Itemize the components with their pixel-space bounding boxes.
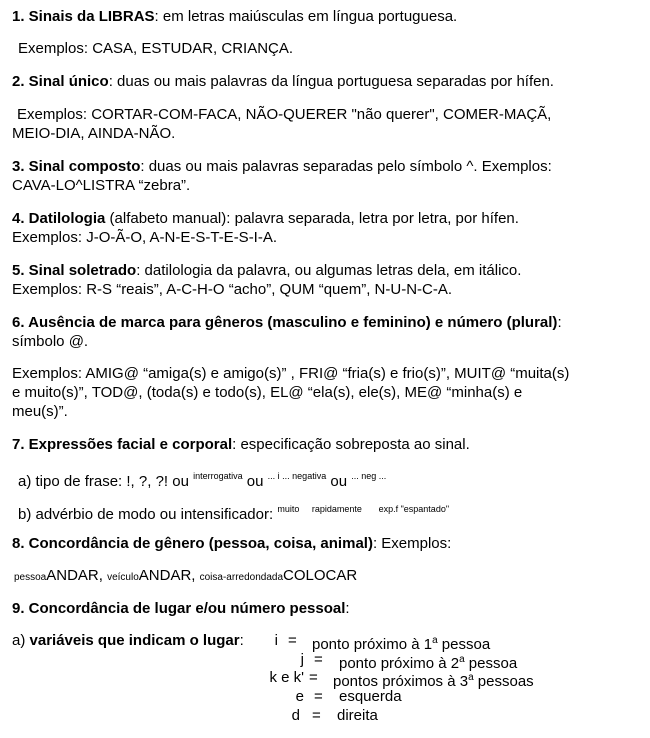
section-6-heading (12, 313, 562, 332)
variable-symbol: d (291, 707, 300, 724)
section-desc: : duas ou mais palavras da língua portuguesa separadas por hífen. (108, 73, 554, 90)
equals-sign: = (309, 669, 318, 686)
section-title: 8. Concordância de gênero (pessoa, coisa, animal) (12, 535, 373, 552)
section-6-examples-line2: e muito(s)”, TOD@, (toda(s) e todo(s), EL@ “ela(s), ele(s), ME@ “minha(s) e (12, 384, 523, 401)
variable-symbol: e (295, 688, 304, 705)
section-2-examples-line2: MEIO-DIA, AINDA-NÃO. (12, 125, 176, 142)
superscript-label: ... neg ... (351, 471, 387, 481)
subscript-label: coisa-arredondada (199, 572, 284, 583)
section-6-examples-line3: meu(s)”. (12, 403, 68, 420)
section-desc: : em letras maiúsculas em língua portuguesa. (154, 8, 458, 25)
section-title: 9. Concordância de lugar e/ou número pessoal (12, 600, 346, 617)
section-title: 1. Sinais da LIBRAS (12, 8, 155, 25)
section-title: 6. Ausência de marca para gêneros (masculino e feminino) e número (plural) (12, 314, 558, 331)
superscript-label: muito (277, 504, 300, 514)
subscript-label: pessoa (14, 572, 47, 583)
section-desc: : duas ou mais palavras separadas pelo símbolo ^. Exemplos: (140, 158, 552, 175)
section-desc: : Exemplos: (372, 535, 452, 552)
section-title: 7. Expressões facial e corporal (12, 436, 233, 453)
equals-sign: = (314, 651, 323, 668)
section-4-example: Exemplos: J-O-Ã-O, A-N-E-S-T-E-S-I-A. (12, 229, 278, 246)
superscript-label: ... i ... negativa (267, 471, 327, 481)
section-6-examples-line1: Exemplos: AMIG@ “amiga(s) e amigo(s)” , FRI@ “fria(s) e frio(s)”, MUIT@ “muita(s) (12, 365, 570, 382)
section-title: 4. Datilologia (12, 210, 106, 227)
section-desc: : especificação sobreposta ao sinal. (232, 436, 470, 453)
section-5-heading (12, 261, 521, 280)
section-4-heading (12, 209, 519, 228)
equals-sign: = (288, 632, 297, 649)
section-7-item-b: b) advérbio de modo ou intensificador: $^{muito}$ $^{rapidamente}$ $^{exp.f "espantado"}$ (18, 504, 450, 523)
section-7-heading (12, 435, 470, 454)
section-desc: : (557, 314, 562, 331)
variable-symbol: k e k' (269, 669, 304, 686)
equals-sign: = (312, 707, 321, 724)
section-title: 5. Sinal soletrado (12, 262, 137, 279)
subscript-label: veículo (107, 572, 139, 583)
variable-meaning: direita (337, 707, 378, 724)
section-1-heading (12, 7, 457, 26)
section-6-symbol: símbolo @. (12, 333, 89, 350)
variable-symbol: j (300, 651, 304, 668)
variable-meaning: esquerda (339, 688, 402, 705)
section-3-example: CAVA-LO^LISTRA “zebra”. (12, 177, 191, 194)
section-desc: (alfabeto manual): palavra separada, letra por letra, por hífen. (105, 210, 519, 227)
variable-symbol: i (274, 632, 278, 649)
section-desc: : datilologia da palavra, ou algumas letras dela, em itálico. (136, 262, 522, 279)
section-title: 2. Sinal único (12, 73, 109, 90)
section-2-examples-line1: Exemplos: CORTAR-COM-FACA, NÃO-QUERER "não querer", COMER-MAÇÃ, (17, 106, 552, 123)
section-desc: : (345, 600, 350, 617)
section-2-heading (12, 72, 554, 91)
variable-meaning: ponto próximo à 2$^a$ pessoa (339, 654, 518, 672)
superscript-label: interrogativa (193, 471, 243, 481)
section-9-heading (12, 599, 350, 618)
equals-sign: = (314, 688, 323, 705)
superscript-label: exp.f "espantado" (378, 504, 450, 514)
section-8-heading (12, 534, 451, 553)
variable-meaning: pontos próximos à 3$^a$ pessoas (333, 672, 534, 690)
section-title: 3. Sinal composto (12, 158, 141, 175)
section-7-item-a: a) tipo de frase: !, ?, ?! ou $^{interrogativa}$ ou $^{... i ... negativa}$ ou $^{... neg ...}$ (18, 471, 387, 490)
section-5-example: Exemplos: R-S “reais”, A-C-H-O “acho”, QUM “quem”, N-U-N-C-A. (12, 281, 453, 298)
section-9-item-a-label: a) variáveis que indicam o lugar: (12, 632, 244, 649)
section-3-heading (12, 157, 552, 176)
superscript-label: rapidamente (311, 504, 362, 514)
variable-meaning: ponto próximo à 1$^a$ pessoa (312, 635, 491, 653)
section-1-examples: Exemplos: CASA, ESTUDAR, CRIANÇA. (18, 40, 294, 57)
section-8-examples: pessoaANDAR, veículoANDAR, coisa-arredondadaCOLOCAR (14, 567, 358, 584)
